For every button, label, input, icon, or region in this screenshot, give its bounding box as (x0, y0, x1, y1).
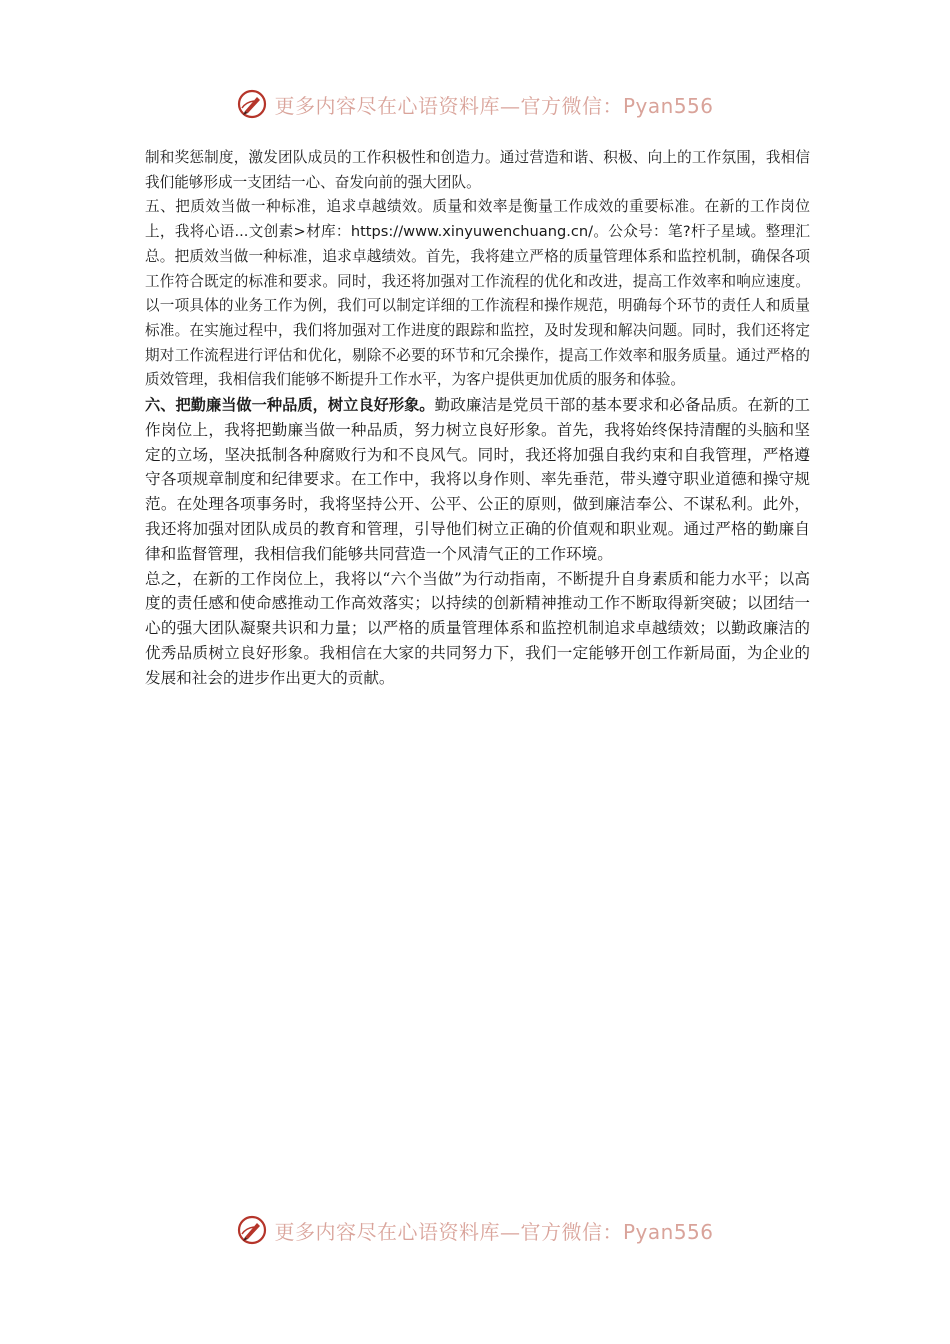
footer-site-text: 更多内容尽在心语资料库—官方微信： (274, 1219, 623, 1244)
header-wechat-id: Pyan556 (622, 93, 714, 118)
footer-banner (0, 1212, 950, 1248)
header-site-text: 更多内容尽在心语资料库—官方微信： (274, 93, 623, 118)
paragraph-integrity-body: 勤政廉洁是党员干部的基本要求和必备品质。在新的工作岗位上，我将把勤廉当做一种品质，努力树立良好形象。首先，我将始终保持清醒的头脑和坚定的立场，坚决抵制各种腐败行为和不良风气。同时，我还将加强自我约束和自我管理，严格遵守各项规章制度和纪律要求。在工作中，我将以身作则、率先垂范，带头遵守职业道德和操守规范。在处理各项事务时，我将坚持公开、公平、公正的原则，做到廉洁奉公、不谋私利。此外，我还将加强对团队成员的教育和管理，引导他们树立正确的价值观和职业观。通过严格的勤廉自律和监督管理，我相信我们能够共同营造一个风清气正的工作环境。 (145, 396, 810, 563)
document-body (145, 146, 810, 691)
footer-wechat-id: Pyan556 (622, 1219, 714, 1244)
pen-logo-icon (236, 88, 268, 120)
paragraph-teamwork: 制和奖惩制度，激发团队成员的工作积极性和创造力。通过营造和谐、积极、向上的工作氛围，我相信我们能够形成一支团结一心、奋发向前的强大团队。 (145, 149, 810, 191)
footer-banner-text (274, 1216, 713, 1245)
header-banner-text (274, 90, 713, 119)
paragraph-integrity (145, 393, 810, 567)
header-banner (0, 86, 950, 122)
paragraph-conclusion: 总之，在新的工作岗位上，我将以“六个当做”为行动指南，不断提升自身素质和能力水平；以高度的责任感和使命感推动工作高效落实；以持续的创新精神推动工作不断取得新突破；以团结一心的强大团队凝聚共识和力量；以严格的质量管理体系和监控机制追求卓越绩效；以勤政廉洁的优秀品质树立良好形象。我相信在大家的共同努力下，我们一定能够开创工作新局面，为企业的发展和社会的进步作出更大的贡献。 (145, 569, 810, 687)
section-heading-integrity: 六、把勤廉当做一种品质，树立良好形象。 (145, 396, 435, 415)
pen-logo-icon (236, 1214, 268, 1246)
paragraph-quality: 五、把质效当做一种标准，追求卓越绩效。质量和效率是衡量工作成效的重要标准。在新的工作岗位上，我将心语...文创素>材库：https://www.xinyuwenchuang.cn/。公众号：笔?杆子星域。整理汇总。把质效当做一种标准，追求卓越绩效。首先，我将建立严格的质量管理体系和监控机制，确保各项工作符合既定的标准和要求。同时，我还将加强对工作流程的优化和改进，提高工作效率和响应速度。以一项具体的业务工作为例，我们可以制定详细的工作流程和操作规范，明确每个环节的责任人和质量标准。在实施过程中，我们将加强对工作进度的跟踪和监控，及时发现和解决问题。同时，我们还将定期对工作流程进行评估和优化，剔除不必要的环节和冗余操作，提高工作效率和服务质量。通过严格的质效管理，我相信我们能够不断提升工作水平，为客户提供更加优质的服务和体验。 (145, 198, 810, 389)
